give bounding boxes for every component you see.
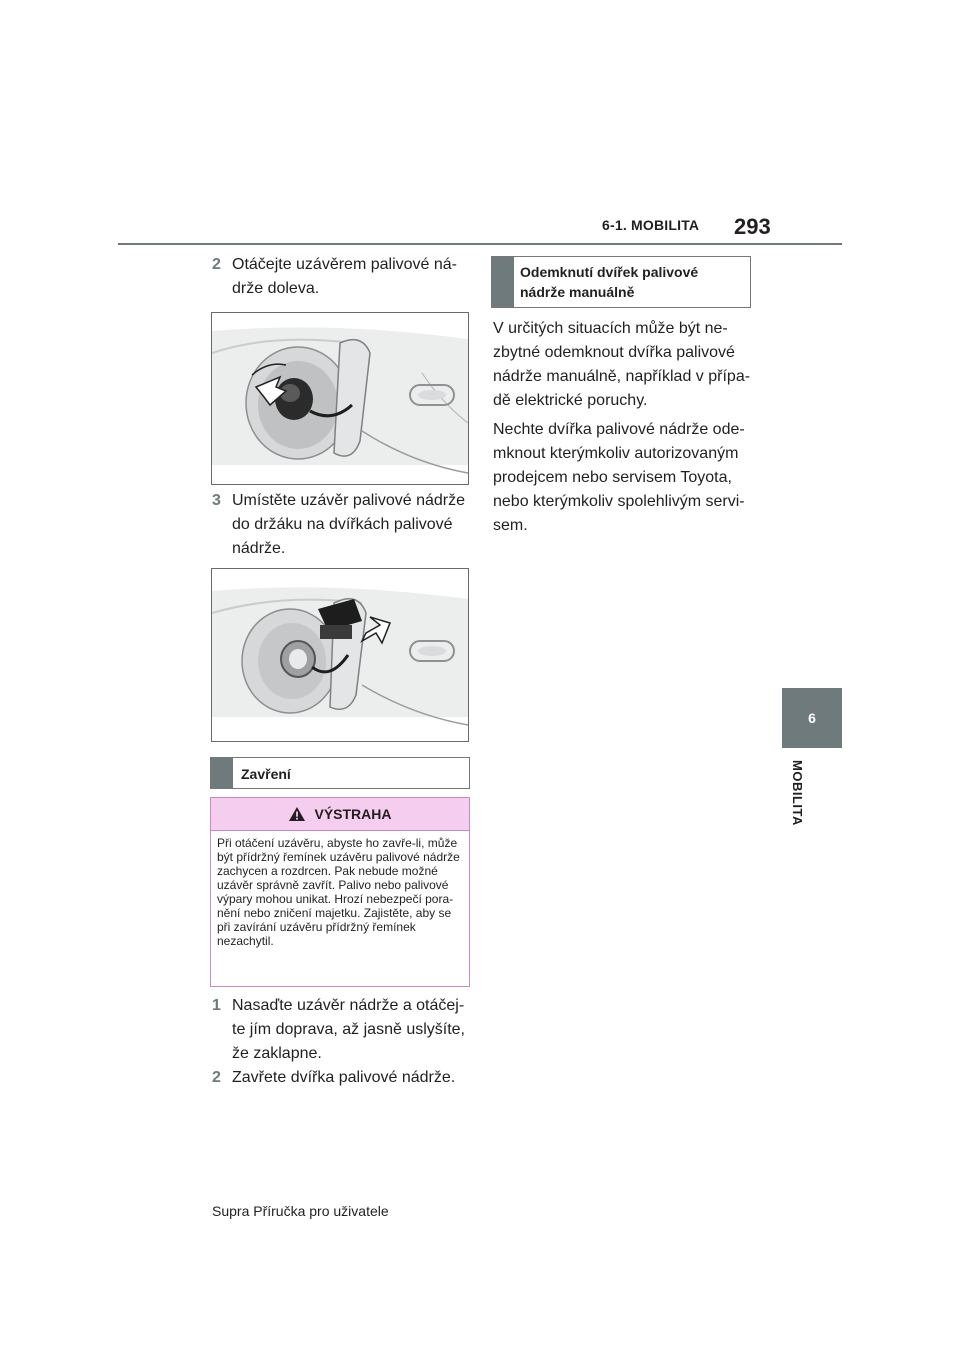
manual-unlock-paragraph-1: V určitých situacích může být ne-zbytné odemknout dvířka palivové nádrže manuálně, například v přípa-dě elektrické poruchy. [493,320,751,409]
warning-box [210,797,470,987]
fuel-cap-rotate-illustration [212,313,468,484]
step-text: Umístěte uzávěr palivové nádrže do držáku na dvířkách palivové nádrže. [232,492,465,557]
step-number: 1 [212,997,221,1014]
heading-bar [492,257,514,307]
page-number: 293 [734,214,771,239]
step-number: 3 [212,492,221,509]
footer-text: Supra Příručka pro uživatele [212,1203,389,1219]
chapter-label: MOBILITA [790,760,805,826]
heading-bar [211,758,233,788]
closing-heading-text: Zavření [241,766,291,782]
step-text: Nasaďte uzávěr nádrže a otáčej-te jím doprava, až jasně uslyšíte, že zaklapne. [232,997,465,1062]
step-place-cap-holder [212,489,474,561]
header-divider [118,243,842,245]
manual-unlock-heading-text: Odemknutí dvířek palivové nádrže manuálně [520,264,699,300]
figure-rotate-fuel-cap [211,312,469,485]
fuel-cap-holder-illustration [212,569,468,741]
chapter-tab [782,688,842,748]
manual-unlock-paragraph-2: Nechte dvířka palivové nádrže ode-mknout kterýmkoliv autorizovaným prodejcem nebo servisem Toyota, nebo kterýmkoliv spolehlivým servi-sem. [493,421,745,534]
warning-header [211,798,469,831]
step-number: 2 [212,256,221,273]
step-close-door [212,1066,474,1090]
manual-unlock-heading [491,256,751,308]
warning-title: VÝSTRAHA [314,806,392,822]
step-text: Otáčejte uzávěrem palivové ná-drže doleva. [232,256,457,297]
section-title: 6-1. MOBILITA [602,217,700,233]
step-rotate-cap [212,253,474,301]
chapter-number: 6 [808,710,816,726]
figure-cap-in-holder [211,568,469,742]
step-number: 2 [212,1069,221,1086]
step-insert-cap [212,994,474,1066]
step-text: Zavřete dvířka palivové nádrže. [232,1069,456,1086]
warning-text: Při otáčení uzávěru, abyste ho zavře-li, může být přídržný řemínek uzávěru palivové nádrže zachycen a rozdrcen. Pak nebude možné uzávěr správně zavřít. Palivo nebo palivové výpary mohou unikat. Hrozí nebezpečí pora-nění nebo zničení majetku. Zajistěte, aby se při zavírání uzávěru přídržný řemínek nezachytil. [217,836,460,948]
warning-triangle-icon [288,806,306,822]
closing-heading [210,757,470,789]
